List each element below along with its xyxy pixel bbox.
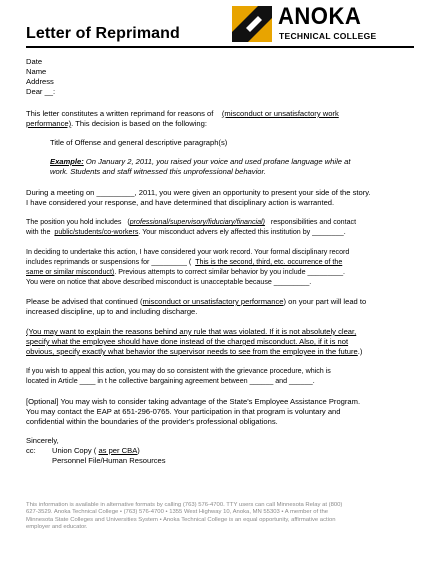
example-line-2: work. Students and staff witnessed this unprofessional behavior. [50, 167, 266, 176]
position-suffix-2: . Your misconduct advers ely affected this institution by ________. [138, 228, 346, 236]
deciding-placeholder: This is the second, third, etc. occurrence of the [195, 258, 343, 266]
intro-suffix: . This decision is based on the following: [71, 119, 207, 128]
optional-line-1: [Optional] You may wish to consider taking advantage of the State's Employee Assistance Program. [26, 397, 361, 406]
optional-line-3: confidential within the boundaries of the provider's professional obligations. [26, 417, 278, 426]
accessibility-footer [26, 502, 418, 532]
cc-union-copy [52, 446, 140, 455]
deciding-suffix: . Previous attempts to correct similar behavior by you include _________. [114, 268, 345, 276]
advised-line-1 [26, 297, 366, 306]
meeting-line-1: During a meeting on _________, 2011, you were given an opportunity to present your side of the story. [26, 188, 371, 197]
appeal-line-1: If you wish to appeal this action, you may do so consistent with the grievance procedure, which is [26, 367, 331, 375]
offense-title: Title of Offense and general descriptive paragraph(s) [50, 138, 228, 147]
footer-line-4: employer and educator. [26, 524, 88, 531]
page-title: Letter of Reprimand [26, 25, 180, 42]
appeal-line-2: located in Article ____ in t he collective bargaining agreement between ______ and ______. [26, 377, 315, 385]
position-audience: public/students/co-workers [54, 228, 139, 236]
explain-suffix: .) [357, 347, 363, 356]
field-date: Date [26, 57, 43, 66]
footer-line-3: Minnesota State Colleges and Universities System • Anoka Technical College is an equal opportunity, affirmative action [26, 516, 336, 523]
position-text-2: with the [26, 228, 51, 236]
position-suffix: responsibilities and contact [270, 218, 357, 226]
position-text: The position you hold includes [26, 218, 122, 226]
explain-placeholder: obvious, specify exactly what behavior the supervisor needs to see from the employee in the future [26, 347, 358, 356]
cc-personnel-file: Personnel File/Human Resources [52, 456, 166, 465]
field-address: Address [26, 77, 54, 86]
intro-line-1 [26, 109, 339, 118]
intro-placeholder: (misconduct or unsatisfactory work [221, 109, 339, 118]
logo-subtitle: TECHNICAL COLLEGE [279, 31, 377, 41]
position-placeholder: professional/supervisory/fiduciary/financial) [129, 218, 265, 226]
position-line-2 [26, 228, 346, 237]
explain-line-3 [26, 347, 362, 356]
optional-line-2: You may contact the EAP at 651-296-0765. Your participation in that program is voluntary and [26, 407, 341, 416]
cc-union-suffix: ) [137, 446, 140, 455]
footer-line-2: 627-3529. Anoka Technical College • (763) 576-4700 • 1355 West Highway 10, Anoka, MN 55303 • A member of the [26, 509, 328, 516]
closing-sincerely: Sincerely, [26, 436, 59, 445]
deciding-line-4: You were on notice that above described misconduct is unacceptable because _________. [26, 278, 312, 286]
explain-line-1: (You may want to explain the reasons behind any rule that was violated. If it is not absolutely clear, [26, 327, 357, 336]
logo-name: ANOKA [278, 3, 362, 30]
footer-line-1: This information is available in alternative formats by calling (763) 576-4700. TTY users can call Minnesota Relay at (800) [26, 502, 343, 508]
example-text: On January 2, 2011, you raised your voice and used profane language while at [83, 157, 351, 166]
advised-line-2: increased discipline, up to and including discharge. [26, 307, 198, 316]
position-line-1: The position you hold includes (professional/supervisory/fiduciary/financial) responsibilities and contact [26, 218, 357, 226]
deciding-line-1: In deciding to undertake this action, I have considered your work record. Your formal disciplinary record [26, 248, 350, 256]
intro-placeholder-cont: performance) [26, 119, 72, 128]
title-rule [26, 46, 414, 48]
deciding-text: includes reprimands or suspensions for _________ ( [26, 258, 192, 266]
cc-union-text: Union Copy ( [52, 446, 97, 455]
field-salutation: Dear __: [26, 87, 56, 96]
meeting-line-2: I have considered your response, and have determined that disciplinary action is warranted. [26, 198, 335, 207]
advised-suffix: ) on your part will lead to [283, 297, 367, 306]
deciding-line-2 [26, 258, 342, 267]
deciding-placeholder-cont: same or similar misconduct) [26, 268, 115, 276]
field-name: Name [26, 67, 47, 76]
intro-text: This letter constitutes a written reprimand for reasons of [26, 109, 214, 118]
deciding-line-3 [26, 268, 345, 277]
cc-label: cc: [26, 446, 36, 455]
advised-text: Please be advised that continued ( [26, 297, 143, 306]
explain-line-2: specify what the employee should have done instead of the charged misconduct. Also, if it is not [26, 337, 349, 346]
example-label: Example: [50, 157, 84, 166]
intro-line-2 [26, 119, 207, 128]
example-line-1 [50, 157, 350, 166]
advised-placeholder: misconduct or unsatisfactory performance [142, 297, 284, 306]
college-logo [232, 3, 416, 42]
college-logo-icon [232, 6, 272, 42]
cc-union-placeholder: as per CBA [98, 446, 138, 455]
